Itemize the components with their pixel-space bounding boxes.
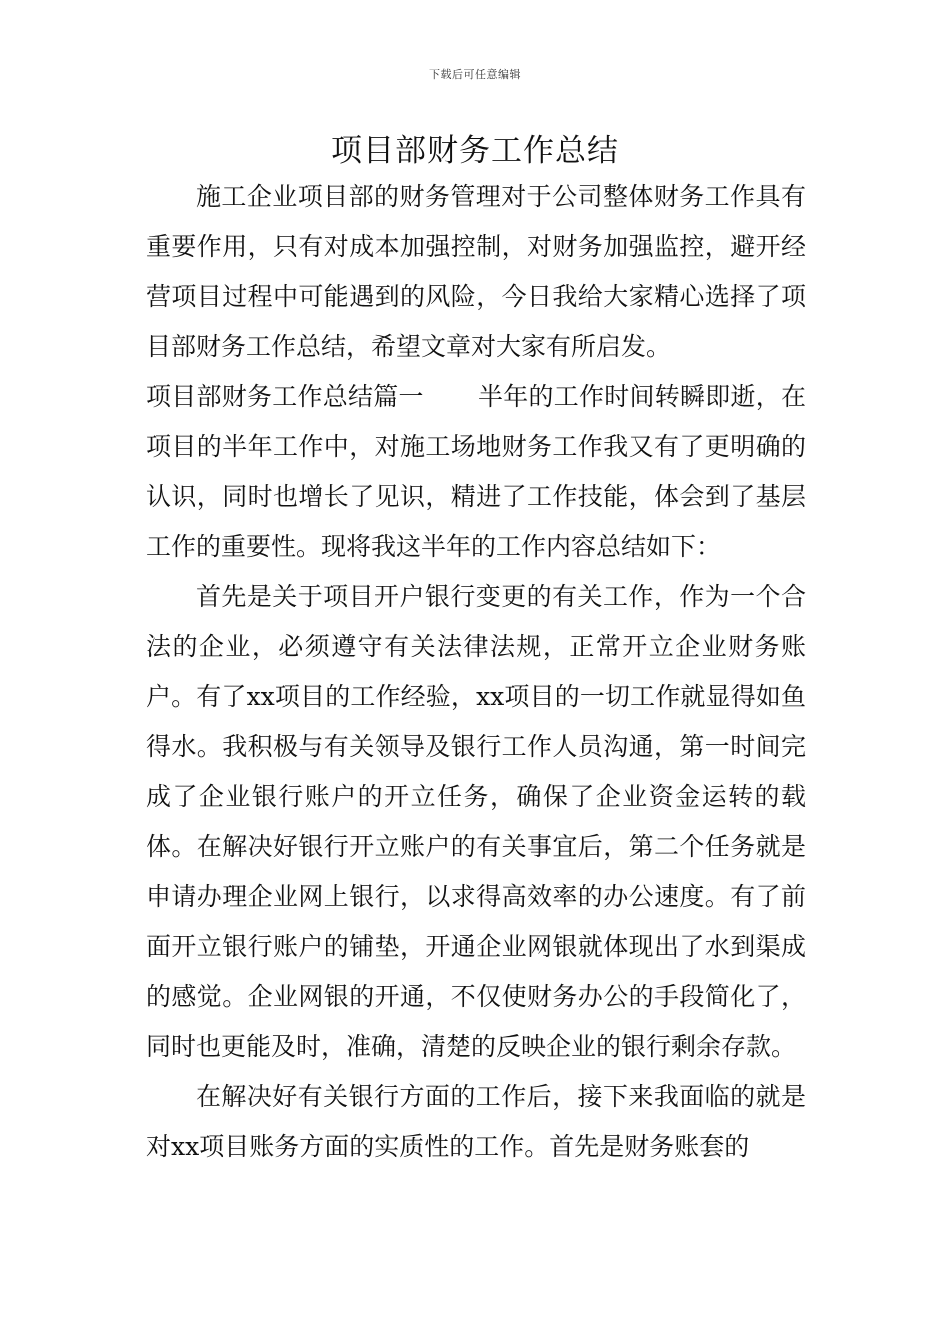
section-heading: 项目部财务工作总结篇一 (146, 382, 424, 411)
section-text: 在项目的半年工作中，对施工场地财务工作我又有了更明确的认识，同时也增长了见识，精进了工作技能，体会到了基层工作的重要性。现将我这半年的工作内容总结如下： (146, 382, 806, 561)
paragraph-accounting: 在解决好有关银行方面的工作后，接下来我面临的就是对xx项目账务方面的实质性的工作。首先是财务账套的 (146, 1082, 806, 1161)
header-note: 下载后可任意编辑 (429, 68, 521, 81)
section-lead: 半年的工作时间转瞬即逝， (477, 382, 781, 411)
document-body (146, 172, 806, 1172)
intro-paragraph: 施工企业项目部的财务管理对于公司整体财务工作具有重要作用，只有对成本加强控制，对财务加强监控，避开经营项目过程中可能遇到的风险，今日我给大家精心选择了项目部财务工作总结，希望文章对大家有所启发。 (146, 182, 806, 361)
document-title: 项目部财务工作总结 (331, 133, 619, 169)
section-heading-line (146, 382, 781, 411)
paragraph-bank-accounts: 首先是关于项目开户银行变更的有关工作，作为一个合法的企业，必须遵守有关法律法规，正常开立企业财务账户。有了xx项目的工作经验，xx项目的一切工作就显得如鱼得水。我积极与有关领导及银行工作人员沟通，第一时间完成了企业银行账户的开立任务，确保了企业资金运转的载体。在解决好银行开立账户的有关事宜后，第二个任务就是申请办理企业网上银行，以求得高效率的办公速度。有了前面开立银行账户的铺垫，开通企业网银就体现出了水到渠成的感觉。企业网银的开通，不仅使财务办公的手段简化了，同时也更能及时，准确，清楚的反映企业的银行剩余存款。 (146, 582, 806, 1061)
section-one-paragraph (146, 372, 806, 572)
